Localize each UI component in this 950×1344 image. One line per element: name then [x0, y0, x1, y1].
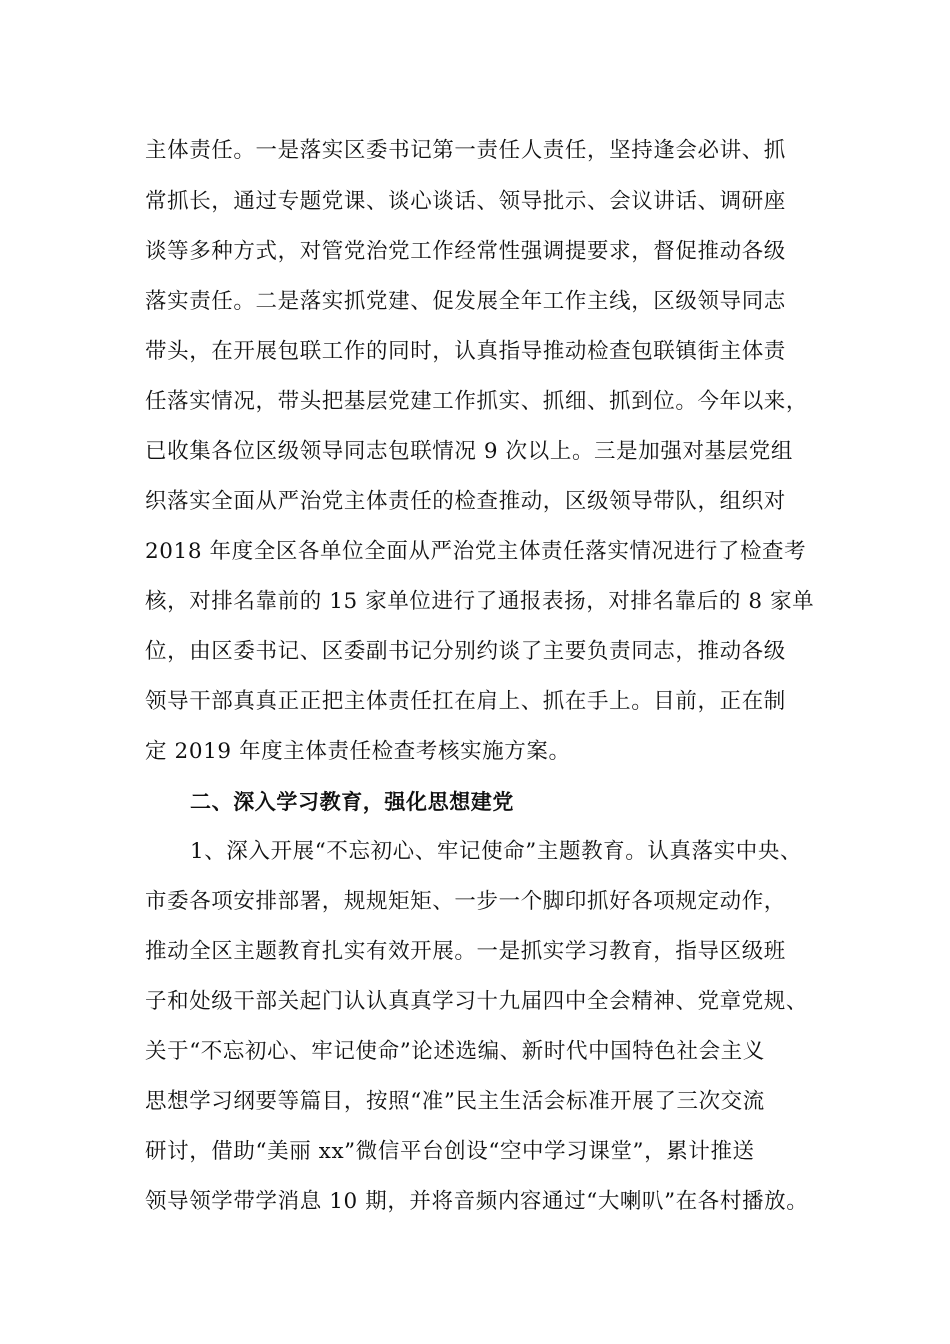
body-line: 关于“不忘初心、牢记使命”论述选编、新时代中国特色社会主义: [145, 1039, 765, 1064]
body-line: 织落实全面从严治党主体责任的检查推动，区级领导带队，组织对: [145, 489, 786, 514]
body-line: 已收集各位区级领导同志包联情况 9 次以上。三是加强对基层党组: [145, 439, 793, 464]
body-line: 领导领学带学消息 10 期，并将音频内容通过“大喇叭”在各村播放。: [145, 1189, 809, 1214]
body-line: 子和处级干部关起门认认真真学习十九届四中全会精神、党章党规、: [145, 989, 809, 1014]
body-line: 落实责任。二是落实抓党建、促发展全年工作主线，区级领导同志: [145, 289, 786, 314]
body-line: 常抓长，通过专题党课、谈心谈话、领导批示、会议讲话、调研座: [145, 189, 786, 214]
section-heading: 二、深入学习教育，强化思想建党: [190, 790, 514, 814]
body-line: 领导干部真真正正把主体责任扛在肩上、抓在手上。目前，正在制: [145, 689, 786, 714]
body-line: 市委各项安排部署，规规矩矩、一步一个脚印抓好各项规定动作，: [145, 889, 786, 914]
body-line: 1、深入开展“不忘初心、牢记使命”主题教育。认真落实中央、: [190, 839, 803, 864]
body-line: 主体责任。一是落实区委书记第一责任人责任，坚持逢会必讲、抓: [145, 138, 786, 163]
body-line: 任落实情况，带头把基层党建工作抓实、抓细、抓到位。今年以来，: [145, 389, 809, 414]
body-line: 谈等多种方式，对管党治党工作经常性强调提要求，督促推动各级: [145, 239, 786, 264]
body-line: 推动全区主题教育扎实有效开展。一是抓实学习教育，指导区级班: [145, 939, 786, 964]
body-line: 研讨，借助“美丽 xx”微信平台创设“空中学习课堂”，累计推送: [145, 1139, 755, 1164]
body-line: 2018 年度全区各单位全面从严治党主体责任落实情况进行了检查考: [145, 539, 807, 564]
body-line: 思想学习纲要等篇目，按照“准”民主生活会标准开展了三次交流: [145, 1089, 765, 1114]
body-line: 核，对排名靠前的 15 家单位进行了通报表扬，对排名靠后的 8 家单: [145, 589, 815, 614]
body-line: 带头，在开展包联工作的同时，认真指导推动检查包联镇街主体责: [145, 339, 786, 364]
body-line: 定 2019 年度主体责任检查考核实施方案。: [145, 739, 571, 764]
body-line: 位，由区委书记、区委副书记分别约谈了主要负责同志，推动各级: [145, 639, 786, 664]
